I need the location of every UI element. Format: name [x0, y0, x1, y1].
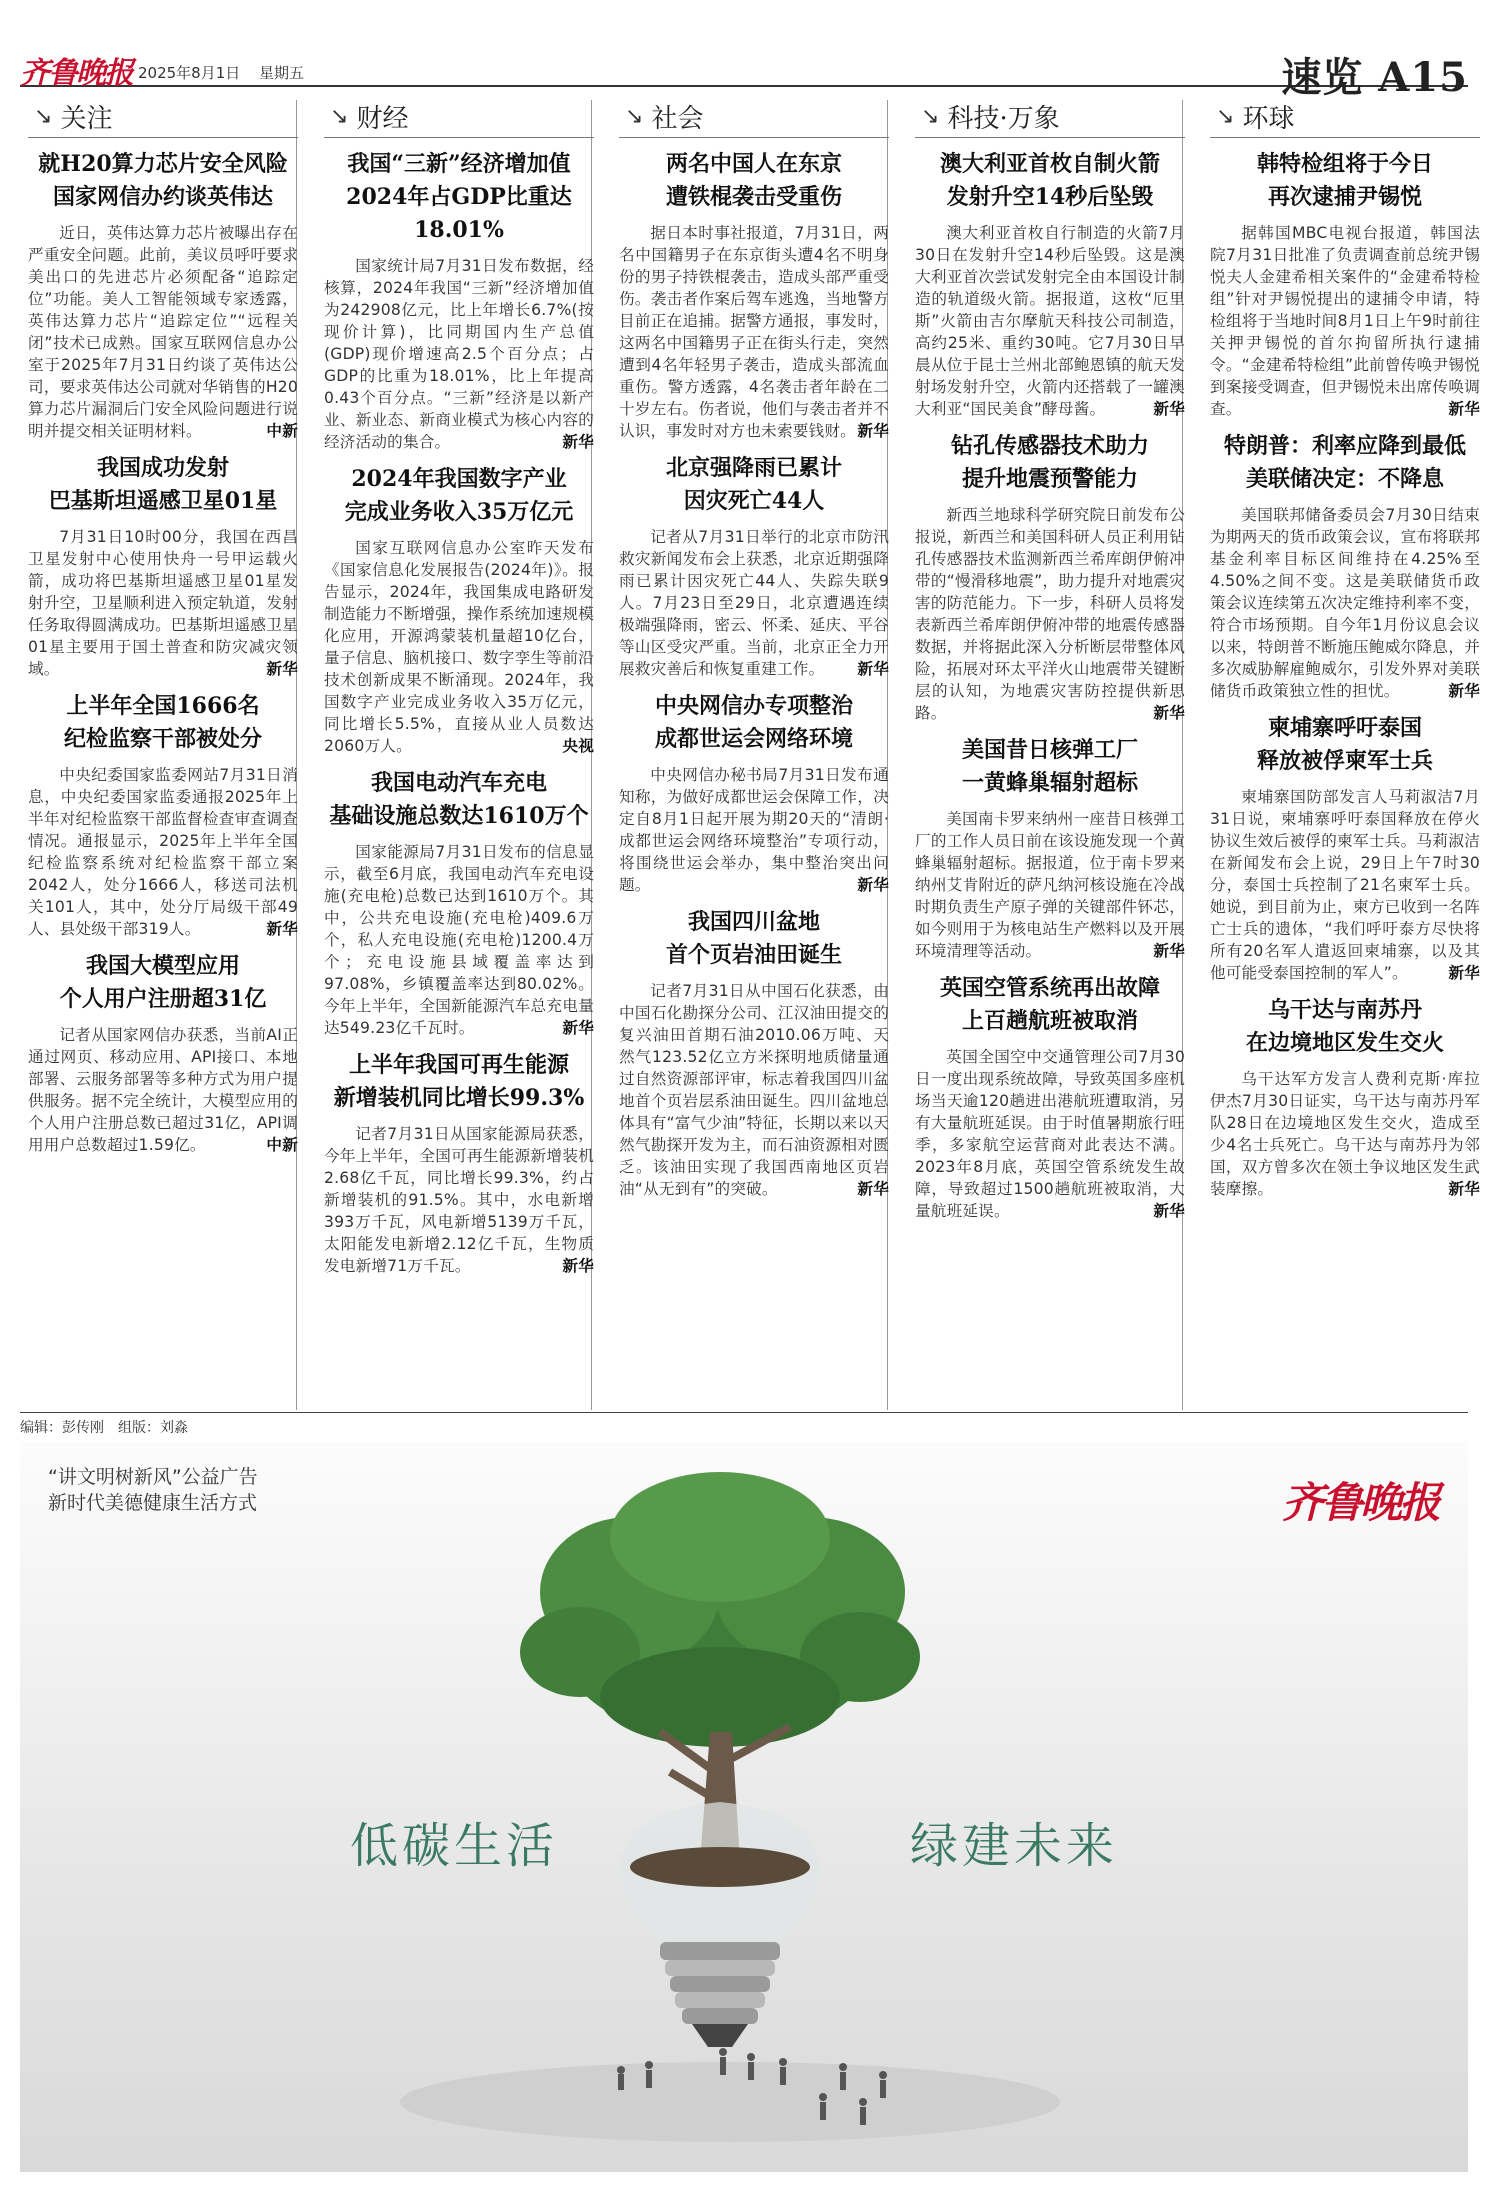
article: [28, 690, 298, 940]
article: [915, 148, 1185, 420]
article-body: [1210, 504, 1480, 702]
article-headline: 中央网信办专项整治 成都世运会网络环境: [654, 693, 853, 752]
article: [619, 452, 889, 680]
article-text: 据日本时事社报道，7月31日，两名中国籍男子在东京街头遭4名不明身份的男子持铁棍袭击，造成头部严重受伤。袭击者作案后驾车逃逸，当地警方目前正在追捕。据警方通报，事发时，这两名中国籍男子正在街头行走，突然遭到4名年轻男子袭击，造成头部流血重伤。警方透露，4名袭击者年龄在二十岁左右。伤者说，他们与袭击者并不认识，事发时对方也未索要钱财。: [619, 224, 889, 440]
article-source: 新华: [266, 920, 298, 938]
article-text: 记者从7月31日举行的北京市防汛救灾新闻发布会上获悉，北京近期强降雨已累计因灾死亡44人、失踪失联9人。7月23日至29日，北京遭遇连续极端强降雨，密云、怀柔、延庆、平谷等山区受灾严重。当前，北京正全力开展救灾善后和恢复重建工作。: [619, 528, 889, 678]
bulb-screw-base: [660, 1942, 780, 2047]
article: [324, 463, 594, 757]
article-text: 新西兰地球科学研究院日前发布公报说，新西兰和美国科研人员正利用钻孔传感器技术监测新西兰希库朗伊俯冲带的“慢滑移地震”，助力提升对地震灾害的防范能力。下一步，科研人员将发表新西兰希库朗伊俯冲带的地震传感器数据，并将据此深入分析断层带整体风险，拓展对环太平洋火山地震带关键断层的认知，为地震灾害防控提供新思路。: [915, 506, 1185, 722]
article-text: 记者从国家网信办获悉，当前AI正通过网页、移动应用、API接口、本地部署、云服务部署等多种方式为用户提供服务。据不完全统计，大模型应用的个人用户注册总数已超过31亿，API调用用户总数超过1.59亿。: [28, 1026, 298, 1154]
article-text: 柬埔寨国防部发言人马莉淑洁7月31日说，柬埔寨呼吁泰国释放在停火协议生效后被俘的柬军士兵。马莉淑洁在新闻发布会上说，29日上午7时30分，泰国士兵控制了21名柬军士兵。她说，到目前为止，柬方已收到一名阵亡士兵的遗体，“我们呼吁泰方尽快将所有20名军人遣返回柬埔寨，以及其他可能受泰国控制的军人”。: [1210, 788, 1480, 982]
section-header: [1210, 95, 1480, 138]
article-source: 新华: [1448, 682, 1480, 700]
article-source: 新华: [1448, 964, 1480, 982]
article-source: 新华: [1448, 1180, 1480, 1198]
article-source: 新华: [562, 1019, 594, 1037]
article: [324, 767, 594, 1039]
arrow-icon: ↘: [921, 103, 940, 129]
article-text: 澳大利亚首枚自行制造的火箭7月30日在发射升空14秒后坠毁。这是澳大利亚首次尝试发射完全由本国设计制造的轨道级火箭。据报道，这枚“厄里斯”火箭由吉尔摩航天科技公司制造，高约25米、重约30吨。它7月30日早晨从位于昆士兰州北部鲍恩镇的航天发射场发射升空，火箭内还搭载了一罐澳大利亚“国民美食”酵母酱。: [915, 224, 1185, 418]
arrow-icon: ↘: [34, 103, 53, 129]
ad-line-2: 新时代美德健康生活方式: [48, 1492, 258, 1514]
article-body: [915, 1046, 1185, 1222]
article-body: [28, 222, 298, 442]
arrow-icon: ↘: [330, 103, 349, 129]
article-text: 国家能源局7月31日发布的信息显示，截至6月底，我国电动汽车充电设施(充电枪)总数已达到1610万个。其中，公共充电设施(充电枪)409.6万个，私人充电设施(充电枪)1200.4万个；充电设施县域覆盖率达到97.08%，乡镇覆盖率达到80.02%。今年上半年，全国新能源汽车总充电量达549.23亿千瓦时。: [324, 843, 594, 1037]
article: [619, 690, 889, 896]
tree-bulb-illustration: [20, 1442, 1468, 2172]
article-source: 中新: [266, 1136, 298, 1154]
article-text: 英国全国空中交通管理公司7月30日一度出现系统故障，导致英国多座机场当天逾120趟进出港航班遭取消，另有大量航班延误。由于时值暑期旅行旺季，多家航空运营商对此表达不满。2023年8月底，英国空管系统发生故障，导致超过1500趟航班被取消，大量航班延误。: [915, 1048, 1185, 1220]
tree-canopy: [520, 1472, 920, 1747]
article-source: 新华: [857, 1180, 889, 1198]
article-headline: 北京强降雨已累计 因灾死亡44人: [665, 455, 842, 514]
article-source: 新华: [1153, 400, 1185, 418]
article: [28, 950, 298, 1156]
article-text: 乌干达军方发言人费利克斯·库拉伊杰7月30日证实，乌干达与南苏丹军队28日在边境地区发生交火，造成至少4名士兵死亡。乌干达与南苏丹为邻国，双方曾多次在领土争议地区发生武装摩擦。: [1210, 1070, 1480, 1198]
article-text: 国家统计局7月31日发布数据，经核算，2024年我国“三新”经济增加值为242908亿元，比上年增长6.7%(按现价计算)，比同期国内生产总值(GDP)现价增速高2.5个百分点；占GDP的比重为18.01%，比上年提高0.43个百分点。“三新”经济是以新产业、新业态、新商业模式为核心内容的经济活动的集合。: [324, 257, 594, 451]
article: [1210, 148, 1480, 420]
article-headline: 乌干达与南苏丹 在边境地区发生交火: [1245, 997, 1444, 1056]
weekday-text: 星期五: [259, 64, 305, 82]
article-body: [28, 1024, 298, 1156]
credits-text: 编辑：彭传刚 组版：刘淼: [20, 1420, 188, 1436]
article: [1210, 712, 1480, 984]
date-text: 2025年8月1日: [138, 64, 241, 82]
article-body: [915, 222, 1185, 420]
article-body: [619, 980, 889, 1200]
article-headline: 我国大模型应用 个人用户注册超31亿: [59, 953, 267, 1012]
section-header: [28, 95, 298, 138]
article-source: 新华: [857, 876, 889, 894]
article-body: [619, 526, 889, 680]
credits-line: [20, 1412, 1468, 1437]
article-source: 新华: [562, 1257, 594, 1275]
article-body: [324, 255, 594, 453]
article: [1210, 430, 1480, 702]
article-text: 国家互联网信息办公室昨天发布《国家信息化发展报告(2024年)》。报告显示，2024年，我国集成电路研发制造能力不断增强，操作系统加速规模化应用，开源鸿蒙装机量超10亿台，量子信息、脑机接口、数字孪生等前沿技术创新成果不断涌现。2024年，我国数字产业完成业务收入35万亿元，同比增长5.5%，直接从业人员数达2060万人。: [324, 539, 594, 755]
article-text: 美国联邦储备委员会7月30日结束为期两天的货币政策会议，宣布将联邦基金利率目标区间维持在4.25%至4.50%之间不变。这是美联储货币政策会议连续第五次决定维持利率不变，符合市场预期。自今年1月份议息会议以来，特朗普不断施压鲍威尔降息，并多次威胁解雇鲍威尔，引发外界对美联储货币政策独立性的担忧。: [1210, 506, 1480, 700]
article: [619, 148, 889, 442]
article-text: 美国南卡罗来纳州一座昔日核弹工厂的工作人员日前在该设施发现一个黄蜂巢辐射超标。据报道，位于南卡罗来纳州艾肯附近的萨凡纳河核设施在冷战时期负责生产原子弹的关键部件钚芯，如今则用于为核电站生产燃料以及开展环境清理等活动。: [915, 810, 1185, 960]
article-source: 新华: [857, 660, 889, 678]
ad-line-1: “讲文明树新风”公益广告: [48, 1466, 258, 1488]
section-title: 财经: [356, 103, 409, 134]
article-body: [324, 1123, 594, 1277]
article-body: [28, 526, 298, 680]
article-text: 中央网信办秘书局7月31日发布通知称，为做好成都世运会保障工作，决定自8月1日起开展为期20天的“清朗·成都世运会网络环境整治”专项行动，将围绕世运会举办，集中整治突出问题。: [619, 766, 889, 894]
article-source: 新华: [266, 660, 298, 678]
article-source: 中新: [266, 422, 298, 440]
article-headline: 澳大利亚首枚自制火箭 发射升空14秒后坠毁: [939, 151, 1160, 210]
article-headline: 柬埔寨呼吁泰国 释放被俘柬军士兵: [1256, 715, 1433, 774]
article-text: 据韩国MBC电视台报道，韩国法院7月31日批准了负责调查前总统尹锡悦夫人金建希相关案件的“金建希特检组”针对尹锡悦提出的逮捕令申请，特检组将于当地时间8月1日上午9时前往关押尹锡悦的首尔拘留所执行逮捕令。“金建希特检组”此前曾传唤尹锡悦到案接受调查，但尹锡悦未出席传唤调查。: [1210, 224, 1480, 418]
section-title: 关注: [60, 103, 113, 134]
article-source: 央视: [562, 737, 594, 755]
arrow-icon: ↘: [625, 103, 644, 129]
section-header: [324, 95, 594, 138]
article: [324, 148, 594, 453]
article-body: [324, 841, 594, 1039]
article-body: [619, 222, 889, 442]
article-source: 新华: [1153, 942, 1185, 960]
article-headline: 我国成功发射 巴基斯坦遥感卫星01星: [48, 455, 278, 514]
article-headline: 两名中国人在东京 遭铁棍袭击受重伤: [665, 151, 842, 210]
article-body: [619, 764, 889, 896]
article-body: [1210, 222, 1480, 420]
article-body: [915, 504, 1185, 724]
article-text: 记者7月31日从国家能源局获悉，今年上半年，全国可再生能源新增装机2.68亿千瓦，同比增长99.3%，约占新增装机的91.5%。其中，水电新增393万千瓦，风电新增5139万千瓦，太阳能发电新增2.12亿千瓦，生物质发电新增71万千瓦。: [324, 1125, 594, 1275]
masthead: [20, 10, 1468, 101]
article-source: 新华: [562, 433, 594, 451]
slogan-left: 低碳生活: [350, 1818, 559, 1874]
article-headline: 美国昔日核弹工厂 一黄蜂巢辐射超标: [961, 737, 1138, 796]
section-title: 社会: [651, 103, 704, 134]
news-column: [915, 95, 1185, 1395]
article-headline: 韩特检组将于今日 再次逮捕尹锡悦: [1256, 151, 1433, 210]
article-headline: 我国四川盆地 首个页岩油田诞生: [665, 909, 842, 968]
article-headline: 就H20算力芯片安全风险 国家网信办约谈英伟达: [38, 151, 288, 210]
article: [915, 734, 1185, 962]
article-body: [915, 808, 1185, 962]
article-source: 新华: [1153, 704, 1185, 722]
newspaper-logo: 齐鲁晚报: [20, 56, 132, 91]
article-text: 记者7月31日从中国石化获悉，由中国石化勘探分公司、江汉油田提交的复兴油田首期石油2010.06万吨、天然气123.52亿立方米探明地质储量通过自然资源部评审，标志着我国四川盆地首个页岩层系油田诞生。四川盆地总体具有“富气少油”特征，长期以来以天然气勘探开发为主，而石油资源相对匮乏。该油田实现了我国西南地区页岩油“从无到有”的突破。: [619, 982, 889, 1198]
article: [324, 1049, 594, 1277]
section-header: [915, 95, 1185, 138]
article-text: 中央纪委国家监委网站7月31日消息，中央纪委国家监委通报2025年上半年对纪检监察干部监督检查审查调查情况。通报显示，2025年上半年全国纪检监察系统对纪检监察干部立案2042人，处分1666人，移送司法机关101人，其中，处分厅局级干部49人、县处级干部319人。: [28, 766, 298, 938]
news-column: [324, 95, 594, 1395]
article: [915, 430, 1185, 724]
section-header: [619, 95, 889, 138]
news-column: [1210, 95, 1480, 1395]
article-headline: 2024年我国数字产业 完成业务收入35万亿元: [344, 466, 574, 525]
news-columns: [20, 95, 1480, 1405]
article: [915, 972, 1185, 1222]
news-column: [28, 95, 298, 1395]
ground-shadow: [400, 2062, 1060, 2142]
public-service-ad: [20, 1442, 1468, 2172]
page-code: 速览 A15: [1281, 54, 1468, 101]
article-text: 7月31日10时00分，我国在西昌卫星发射中心使用快舟一号甲运载火箭，成功将巴基斯坦遥感卫星01星发射升空，卫星顺利进入预定轨道，发射任务取得圆满成功。巴基斯坦遥感卫星01星主要用于国土普查和防灾减灾领域。: [28, 528, 298, 678]
article-headline: 上半年我国可再生能源 新增装机同比增长99.3%: [333, 1052, 585, 1111]
article-body: [324, 537, 594, 757]
article-headline: 我国电动汽车充电 基础设施总数达1610万个: [329, 770, 589, 829]
article-headline: 英国空管系统再出故障 上百趟航班被取消: [939, 975, 1160, 1034]
section-title: 环球: [1242, 103, 1295, 134]
article-text: 近日，英伟达算力芯片被曝出存在严重安全问题。此前，美议员呼吁要求美出口的先进芯片必须配备“追踪定位”功能。美人工智能领域专家透露，英伟达算力芯片“追踪定位”“远程关闭”技术已成熟。国家互联网信息办公室于2025年7月31日约谈了英伟达公司，要求英伟达公司就对华销售的H20算力芯片漏洞后门安全风险问题进行说明并提交相关证明材料。: [28, 224, 298, 440]
issue-date: [138, 62, 304, 83]
article: [28, 452, 298, 680]
article-headline: 上半年全国1666名 纪检监察干部被处分: [63, 693, 262, 752]
article: [28, 148, 298, 442]
slogan-right: 绿建未来: [910, 1818, 1119, 1874]
news-column: [619, 95, 889, 1395]
article-headline: 特朗普：利率应降到最低 美联储决定：不降息: [1223, 433, 1466, 492]
ad-logo: 齐鲁晚报: [1281, 1478, 1438, 1527]
article-headline: 钻孔传感器技术助力 提升地震预警能力: [950, 433, 1149, 492]
article-body: [28, 764, 298, 940]
article-body: [1210, 786, 1480, 984]
arrow-icon: ↘: [1216, 103, 1235, 129]
soil: [630, 1847, 810, 1887]
article: [619, 906, 889, 1200]
article: [1210, 994, 1480, 1200]
article-source: 新华: [857, 422, 889, 440]
article-headline: 我国“三新”经济增加值 2024年占GDP比重达18.01%: [346, 151, 572, 243]
section-title: 科技·万象: [947, 103, 1060, 134]
article-source: 新华: [1448, 400, 1480, 418]
article-body: [1210, 1068, 1480, 1200]
article-source: 新华: [1153, 1202, 1185, 1220]
